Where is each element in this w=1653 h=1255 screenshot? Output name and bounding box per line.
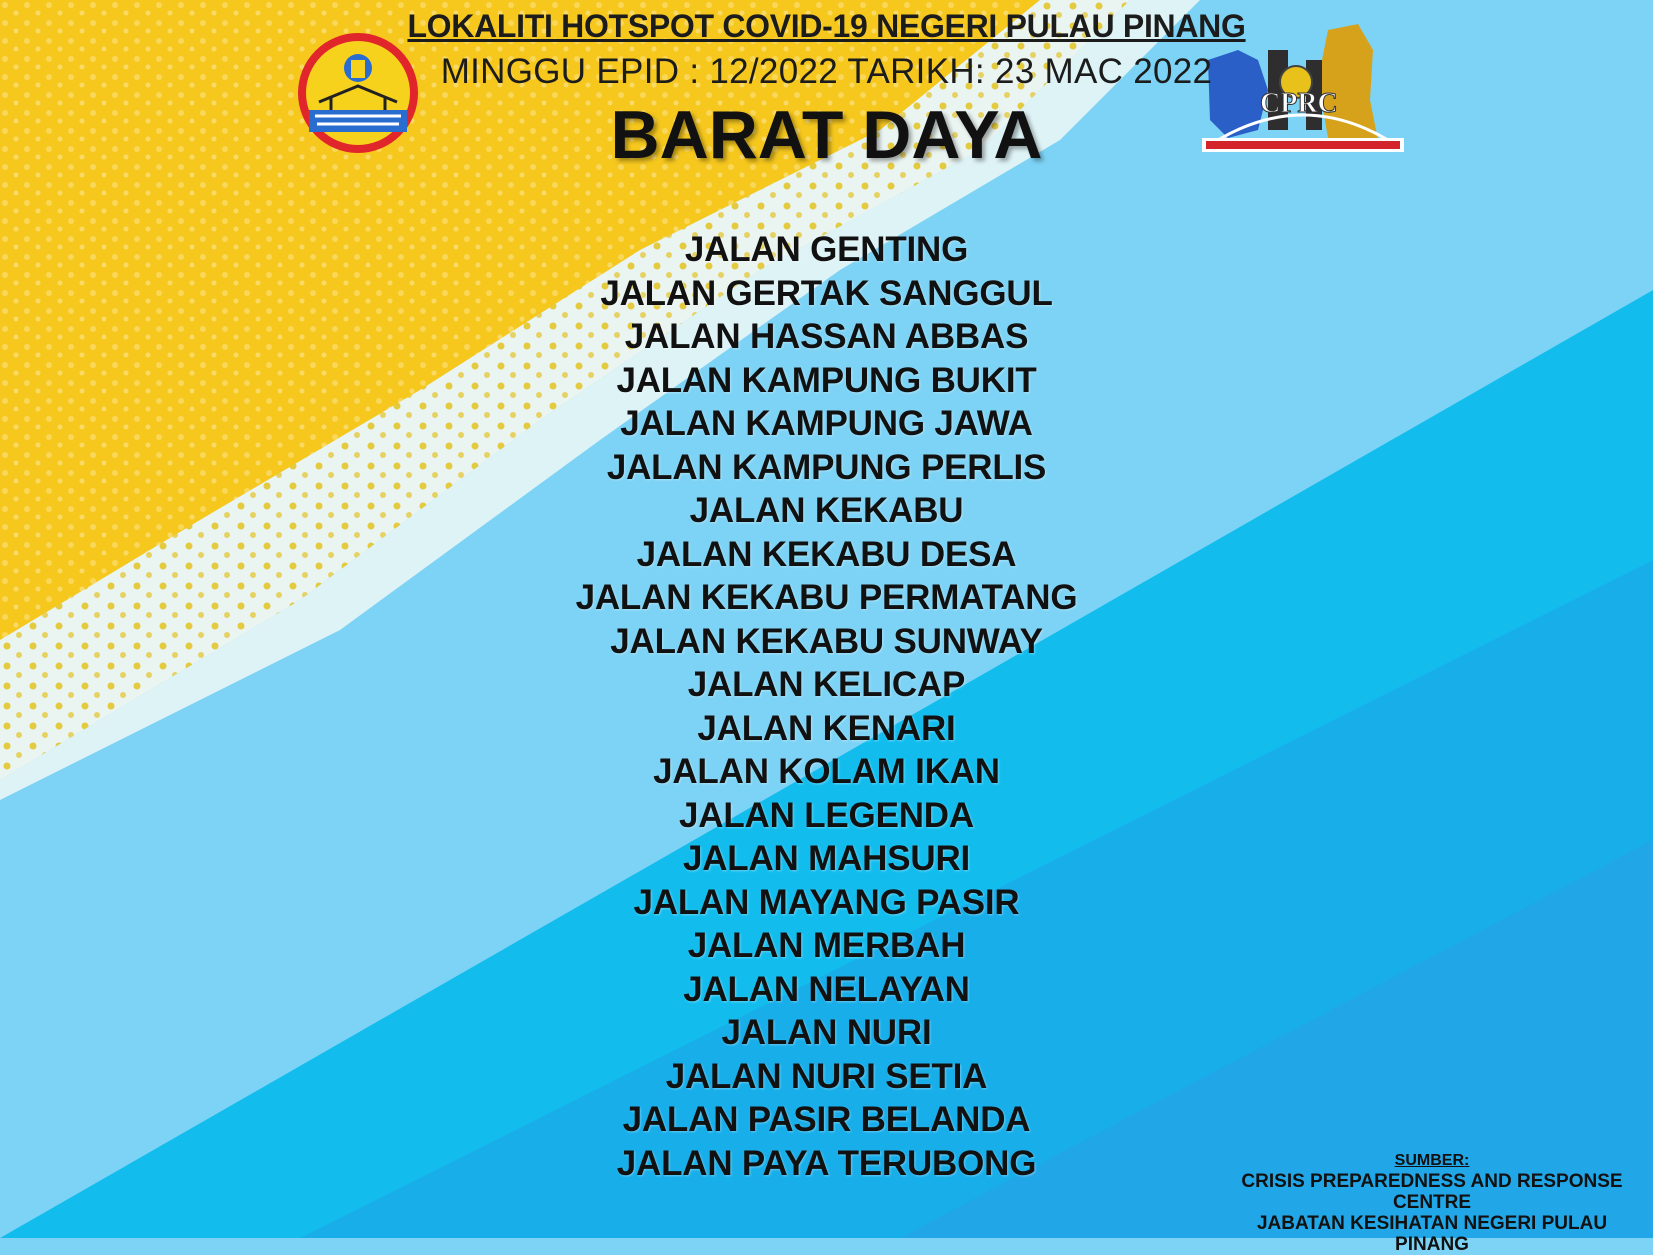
list-item: JALAN MAYANG PASIR — [633, 882, 1020, 922]
list-item: JALAN KELICAP — [687, 665, 966, 704]
list-item: JALAN KAMPUNG JAWA — [620, 404, 1033, 443]
page-subtitle: MINGGU EPID : 12/2022 TARIKH: 23 MAC 2022 — [440, 52, 1213, 91]
locality-list — [0, 228, 1653, 1185]
list-item: JALAN PASIR BELANDA — [622, 1100, 1031, 1139]
list-item: JALAN KEKABU DESA — [636, 534, 1017, 574]
district-name: BARAT DAYA — [610, 97, 1043, 173]
list-item: JALAN LEGENDA — [679, 795, 974, 835]
list-item: JALAN HASSAN ABBAS — [624, 317, 1029, 356]
list-item: JALAN NURI — [721, 1013, 932, 1052]
list-item: JALAN GERTAK SANGGUL — [600, 273, 1053, 313]
list-item: JALAN KEKABU SUNWAY — [610, 621, 1043, 661]
list-item: JALAN MAHSURI — [682, 839, 971, 878]
list-item: JALAN KEKABU PERMATANG — [575, 578, 1078, 617]
list-item: JALAN KOLAM IKAN — [653, 752, 1000, 791]
list-item: JALAN KEKABU — [689, 491, 964, 530]
cprc-logo-text: CPRC — [1260, 88, 1338, 119]
source-label: SUMBER: — [1394, 1152, 1470, 1169]
page-title: LOKALITI HOTSPOT COVID-19 NEGERI PULAU PINANG — [407, 8, 1246, 44]
list-item: JALAN NURI SETIA — [665, 1056, 988, 1096]
source-department: JABATAN KESIHATAN NEGERI PULAU PINANG — [1256, 1213, 1608, 1255]
list-item: JALAN KAMPUNG BUKIT — [616, 360, 1037, 400]
source-organization: CRISIS PREPAREDNESS AND RESPONSE CENTRE — [1241, 1171, 1623, 1213]
list-item: JALAN KAMPUNG PERLIS — [606, 447, 1047, 487]
source-note — [1228, 1150, 1636, 1255]
list-item: JALAN MERBAH — [687, 926, 966, 965]
list-item: JALAN KENARI — [697, 708, 956, 748]
list-item: JALAN PAYA TERUBONG — [616, 1143, 1037, 1183]
list-item: JALAN GENTING — [684, 230, 969, 269]
list-item: JALAN NELAYAN — [683, 969, 970, 1009]
